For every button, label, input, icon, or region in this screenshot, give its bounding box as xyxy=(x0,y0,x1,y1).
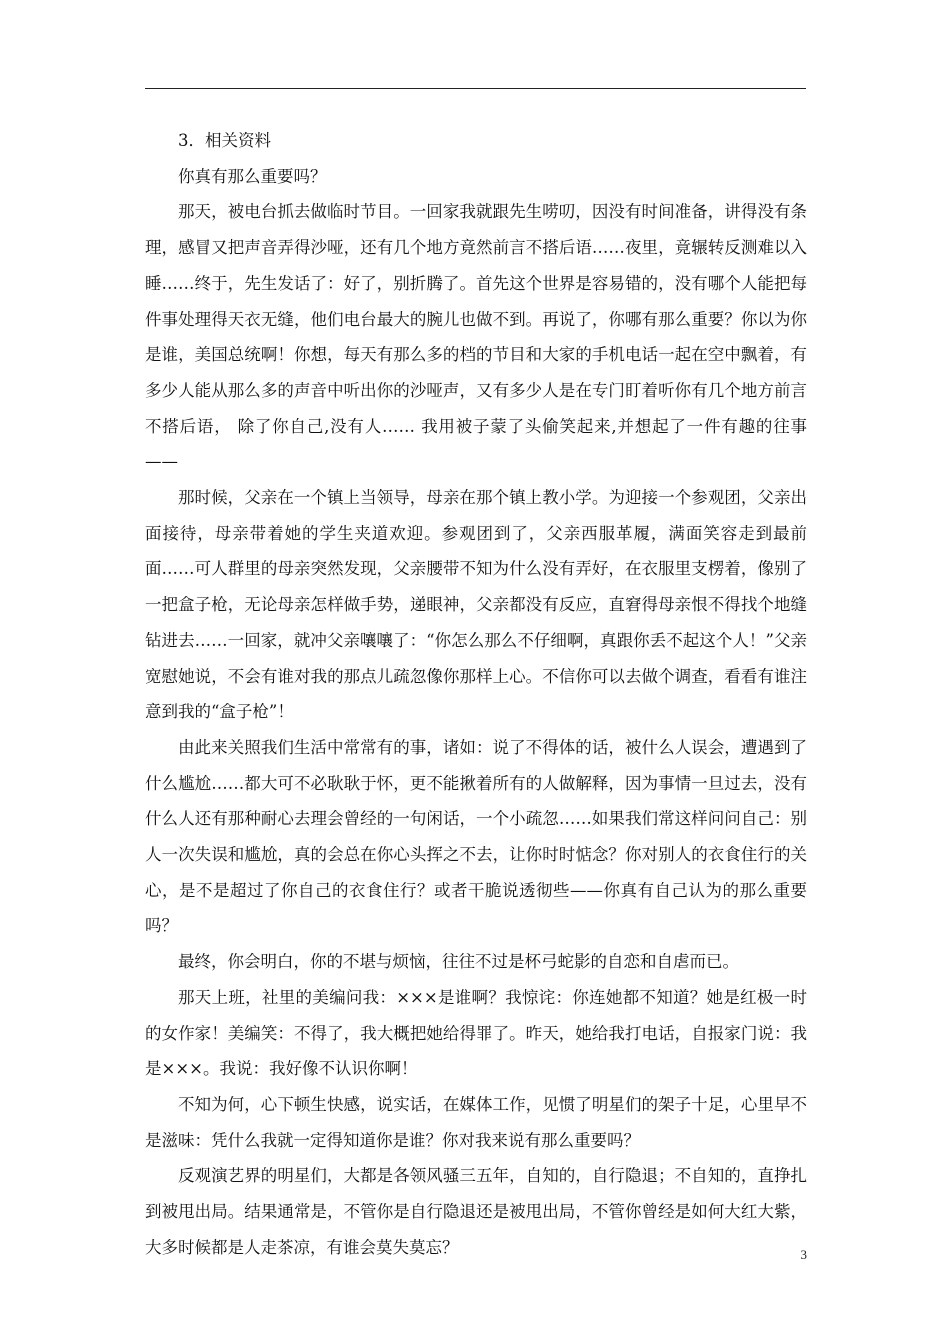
paragraph: 反观演艺界的明星们，大都是各领风骚三五年，自知的，自行隐退；不自知的，直挣扎到被甩出局。结果通常是，不管你是自行隐退还是被甩出局，不管你曾经是如何大红大紫，大多时候都是人走茶凉，有谁会莫失莫忘？ xyxy=(145,1166,807,1257)
section-heading: 3．相关资料 xyxy=(178,131,271,150)
paragraph: 最终，你会明白，你的不堪与烦恼，往往不过是杯弓蛇影的自恋和自虐而已。 xyxy=(178,952,739,972)
document-body xyxy=(145,123,807,1266)
paragraph: 由此来关照我们生活中常常有的事，诸如：说了不得体的话，被什么人误会，遭遇到了什么尴尬……都大可不必耿耿于怀，更不能揪着所有的人做解释，因为事情一旦过去，没有什么人还有那种耐心去理会曾经的一句闲话，一个小疏忽……如果我们常这样问问自己：别人一次失误和尴尬，真的会总在你心头挥之不去，让你时时惦念？你对别人的衣食住行的关心，是不是超过了你自己的衣食住行？或者干脆说透彻些——你真有自己认为的那么重要吗？ xyxy=(145,737,807,936)
article-title: 你真有那么重要吗？ xyxy=(178,166,327,186)
paragraph: 那天，被电台抓去做临时节目。一回家我就跟先生唠叨，因没有时间准备，讲得没有条理，感冒又把声音弄得沙哑，还有几个地方竟然前言不搭后语……夜里，竟辗转反测难以入睡……终于，先生发话了：好了，别折腾了。首先这个世界是容易错的，没有哪个人能把每件事处理得天衣无缝，他们电台最大的腕儿也做不到。再说了，你哪有那么重要？你以为你是谁，美国总统啊！你想，每天有那么多的档的节目和大家的手机电话一起在空中飘着，有多少人能从那么多的声音中听出你的沙哑声，又有多少人是在专门盯着听你有几个地方前言不搭后语， 除了你自己,没有人…… 我用被子蒙了头偷笑起来,并想起了一件有趣的往事—— xyxy=(145,202,807,472)
paragraph: 不知为何，心下顿生快感，说实话，在媒体工作，见惯了明星们的架子十足，心里早不是滋味：凭什么我就一定得知道你是谁？你对我来说有那么重要吗？ xyxy=(145,1094,807,1150)
page-number: 3 xyxy=(800,1247,807,1262)
paragraph: 那时候，父亲在一个镇上当领导，母亲在那个镇上教小学。为迎接一个参观团，父亲出面接待，母亲带着她的学生夹道欢迎。参观团到了，父亲西服革履，满面笑容走到最前面……可人群里的母亲突然发现，父亲腰带不知为什么没有弄好，在衣服里支楞着，像别了一把盒子枪，无论母亲怎样做手势，递眼神，父亲都没有反应，直窘得母亲恨不得找个地缝钻进去……一回家，就冲父亲嚷嚷了：“你怎么那么不仔细啊，真跟你丢不起这个人！”父亲宽慰她说，不会有谁对我的那点儿疏忽像你那样上心。不信你可以去做个调查，看看有谁注意到我的“盒子枪”！ xyxy=(145,488,807,722)
header-rule xyxy=(145,88,806,89)
paragraph: 那天上班，社里的美编问我：×××是谁啊？我惊诧：你连她都不知道？她是红极一时的女作家！美编笑：不得了，我大概把她给得罪了。昨天，她给我打电话，自报家门说：我是×××。我说：我好像不认识你啊！ xyxy=(145,987,807,1079)
